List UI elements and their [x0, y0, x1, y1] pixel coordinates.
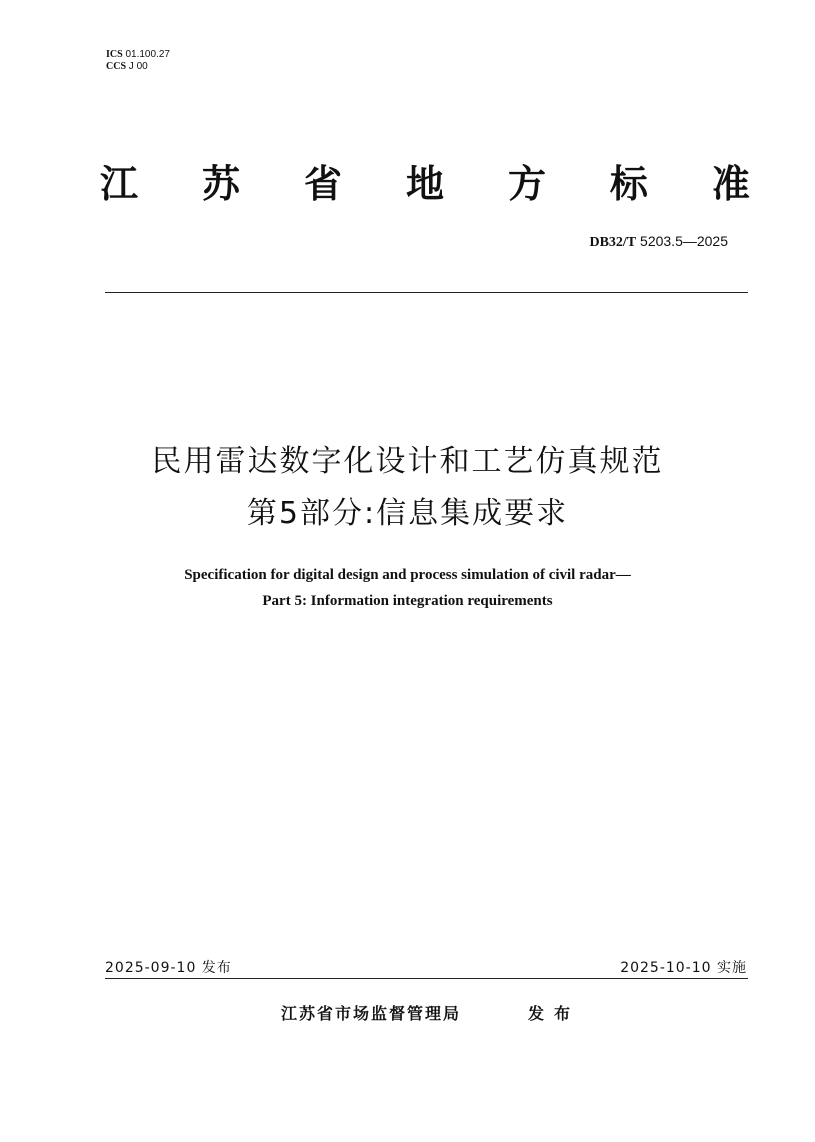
standard-type-char: 苏	[201, 162, 240, 206]
standard-type-char: 江	[100, 162, 139, 206]
standard-number-value: 5203.5—2025	[640, 233, 728, 249]
ccs-label: CCS	[106, 61, 127, 72]
ics-label: ICS	[106, 49, 123, 60]
title-en-line1: Specification for digital design and process simulation of civil radar—	[184, 567, 631, 583]
top-divider	[105, 292, 748, 293]
standard-number-prefix: DB32/T	[589, 235, 637, 250]
publisher-action: 发布	[528, 1004, 581, 1023]
title-zh-line2: 第5部分:信息集成要求	[246, 496, 569, 531]
classification-codes	[106, 49, 170, 73]
implementation-date: 2025-10-10 实施	[620, 960, 747, 976]
standard-type-char: 方	[507, 162, 546, 206]
issue-date: 2025-09-10 发布	[105, 960, 232, 976]
standard-type-char: 标	[609, 162, 648, 206]
standard-type-char: 准	[711, 162, 750, 206]
title-en-line2: Part 5: Information integration requirements	[262, 593, 553, 609]
ics-line	[106, 49, 170, 61]
bottom-divider	[105, 978, 748, 979]
standard-type-char: 地	[405, 162, 444, 206]
ics-code: 01.100.27	[125, 49, 170, 60]
standard-number	[589, 233, 728, 251]
publisher-name: 江苏省市场监督管理局	[281, 1004, 462, 1023]
title-zh-line1: 民用雷达数字化设计和工艺仿真规范	[151, 444, 664, 479]
standard-type-heading	[100, 160, 750, 208]
ccs-code: J 00	[128, 61, 148, 72]
standard-type-char: 省	[303, 162, 342, 206]
ccs-line	[106, 61, 170, 73]
